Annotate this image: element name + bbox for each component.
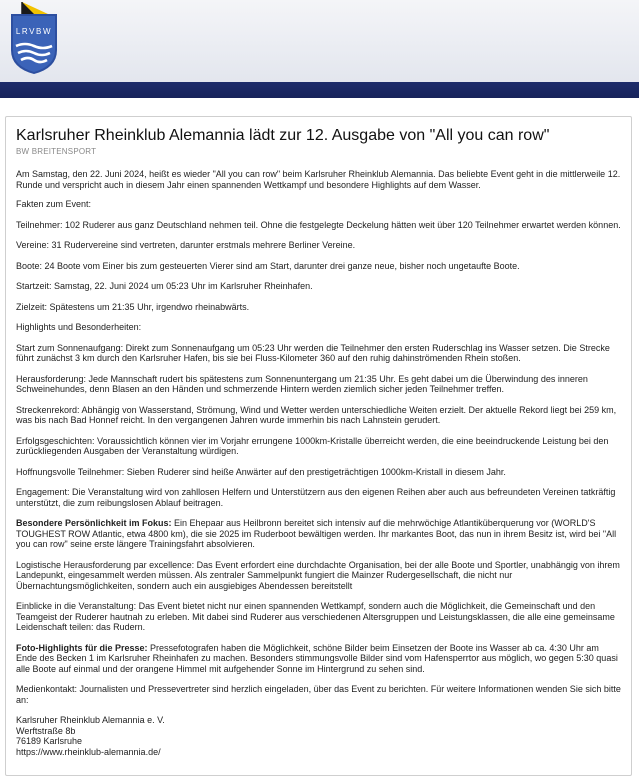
highlight-persoenlichkeit [16, 518, 621, 550]
highlights-heading: Highlights und Besonderheiten: [16, 322, 142, 332]
svg-text:LRVBW: LRVBW [15, 27, 53, 36]
highlight-rekord: Streckenrekord: Abhängig von Wasserstand, Strömung, Wind und Wetter werden unterschiedliche Weiten erzielt. Der aktuelle Rekord liegt bei 259 km, was bis nach Bad Honnef reicht. In den vergangenen Jahren wurde immerhin bis nach Lahnstein gerudert. [16, 404, 619, 425]
fact-boote: Boote: 24 Boote vom Einer bis zum gesteuerten Vierer sind am Start, darunter drei ganze neue, bisher noch ungetaufte Boote. [16, 260, 520, 271]
lrvbw-logo[interactable] [8, 2, 60, 76]
nav-bar [0, 82, 639, 98]
highlight-einblicke: Einblicke in die Veranstaltung: Das Event bietet nicht nur einen spannenden Wettkampf, sondern auch die Möglichkeit, die Gemeinschaft und den Teamgeist der Ruderer hautnah zu erleben. Mit dabei sind Ruderer aus verschiedenen Altersgruppen und Leistungsklassen, die alle eine gemeinsame Leidenschaft teilen: das Rudern. [16, 601, 618, 632]
facts-heading: Fakten zum Event: [16, 199, 92, 209]
highlight-sonnenaufgang: Start zum Sonnenaufgang: Direkt zum Sonnenaufgang um 05:23 Uhr werden die Teilnehmer den ersten Ruderschlag ins Wasser setzen. Die Strecke führt zunächst 3 km durch den Karlsruher Hafen, bis sie bei Fluss-Kilometer 360 auf den ruhig dahinströmenden Rhein stoßen. [16, 342, 613, 363]
highlight-logistik: Logistische Herausforderung par excellence: Das Event erfordert eine durchdachte Organisation, bei der alle Boote und Sportler, unabhängig von ihrem Landepunkt, eingesammelt werden müssen. Als zentraler Sammelpunkt fungiert die Mainzer Rudergesellschaft, die nicht nur Übernachtungsmöglichkeiten, sondern auch ein ausgiebiges Abendessen bereitstellt [16, 559, 623, 591]
medienkontakt: Medienkontakt: Journalisten und Pressevertreter sind herzlich eingeladen, über das Event zu berichten. Für weitere Informationen wenden Sie sich bitte an: [16, 684, 624, 705]
address-url-link[interactable]: https://www.rheinklub-alemannia.de/ [16, 746, 161, 757]
highlight-herausforderung: Herausforderung: Jede Mannschaft rudert bis spätestens zum Sonnenuntergang um 21:35 Uhr. Es geht dabei um die Überwindung des inneren Schweinehundes, denn Blasen an den Händen und schmerzende Hintern werden ziemlich sicher jeden Teilnehmer treffen. [16, 373, 591, 394]
article-card [5, 116, 632, 776]
article-title: Karlsruher Rheinklub Alemannia lädt zur 12. Ausgabe von "All you can row" [16, 127, 550, 144]
contact-address [16, 715, 621, 757]
article-category[interactable]: BW BREITENSPORT [16, 147, 97, 156]
fact-teilnehmer: Teilnehmer: 102 Ruderer aus ganz Deutschland nehmen teil. Ohne die festgelegte Deckelung hätten weit über 120 Teilnehmer erwartet werden können. [16, 219, 621, 230]
address-street: Werftstraße 8b [16, 725, 76, 736]
site-header [0, 0, 639, 82]
foto-text: Pressefotografen haben die Möglichkeit, schöne Bilder beim Einsetzen der Boote ins Wasser ab ca. 4:30 Uhr am Ende des Becken 1 im Karlsruher Rheinhafen zu machen. Besonders stimmungsvolle Bilder sind vom Hafensperrtor aus möglich, wo gegen 5:30 quasi alle Boote auf einmal und der orangene Himmel mit aufgehender Sonne im Hintergrund zu sehen sind. [16, 642, 621, 674]
highlight-foto [16, 643, 621, 675]
fact-startzeit: Startzeit: Samstag, 22. Juni 2024 um 05:23 Uhr im Karlsruher Rheinhafen. [16, 281, 313, 291]
persoenlichkeit-text: Ein Ehepaar aus Heilbronn bereitet sich intensiv auf die mehrwöchige Atlantiküberquerung vor (WORLD'S TOUGHEST ROW Atlantic, etwa 4800 km), die sie 2025 im Ruderboot bewältigen werden. Ihr markantes Boot, das nun in ihrem Besitz ist, wird bei "All you can row" seine erste längere Trainingsfahrt absolvieren. [16, 518, 619, 549]
highlight-hoffnung: Hoffnungsvolle Teilnehmer: Sieben Ruderer sind heiße Anwärter auf den prestigeträchtigen 1000km-Kristall in diesem Jahr. [16, 466, 506, 477]
article-intro: Am Samstag, den 22. Juni 2024, heißt es wieder "All you can row" beim Karlsruher Rheinklub Alemannia. Das beliebte Event geht in die mittlerweile 12. Runde und verspricht auch in diesem Jahr einen spannenden Wettkampf und besondere Highlights auf dem Wasser. [16, 169, 623, 190]
fact-vereine: Vereine: 31 Rudervereine sind vertreten, darunter erstmals mehrere Berliner Vereine. [16, 240, 356, 250]
address-name: Karlsruher Rheinklub Alemannia e. V. [16, 715, 165, 725]
address-city: 76189 Karlsruhe [16, 736, 83, 746]
highlight-erfolg: Erfolgsgeschichten: Voraussichtlich können vier im Vorjahr errungene 1000km-Kristalle überreicht werden, die eine beeindruckende Leistung bei den zurückliegenden Ausgaben der Veranstaltung würdigen. [16, 435, 611, 456]
foto-label: Foto-Highlights für die Presse: [16, 642, 148, 653]
persoenlichkeit-label: Besondere Persönlichkeit im Fokus: [16, 518, 172, 528]
fact-zielzeit: Zielzeit: Spätestens um 21:35 Uhr, irgendwo rheinabwärts. [16, 301, 250, 312]
highlight-engagement: Engagement: Die Veranstaltung wird von zahllosen Helfern und Unterstützern aus den eigenen Reihen aber auch aus befreundeten Vereinen tatkräftig unterstützt, die zum reibungslosen Ablauf beitragen. [16, 487, 618, 508]
